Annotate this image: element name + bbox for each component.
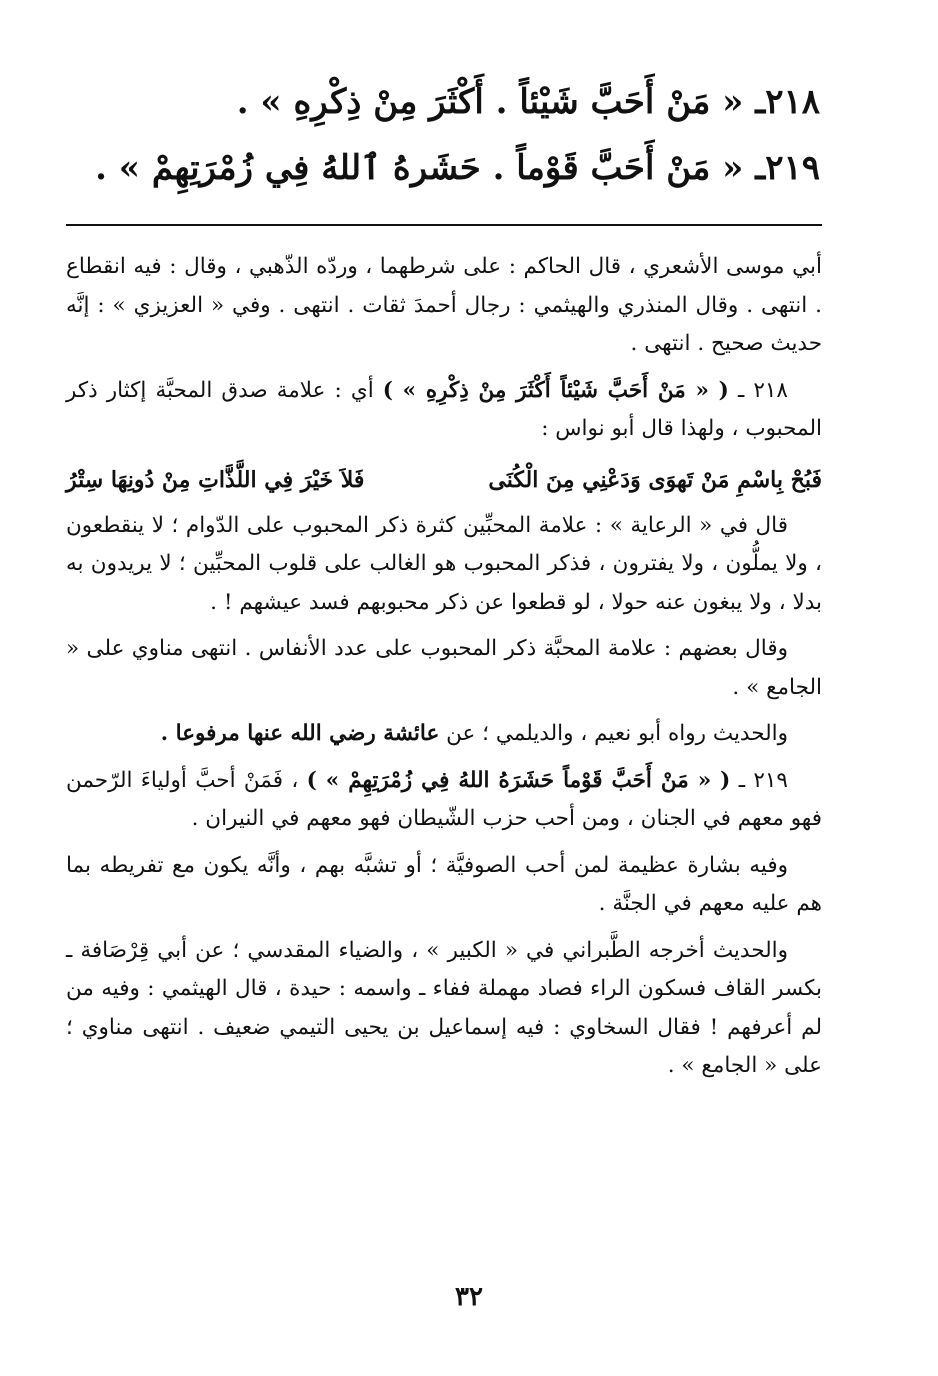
commentary-block xyxy=(66,248,822,1094)
paragraph-text: والحديث رواه أبو نعيم ، والديلمي ؛ عن xyxy=(446,721,788,746)
paragraph-number: ٢١٨ ـ xyxy=(737,377,788,403)
paragraph-text: ، فَمَنْ أحبَّ أولياءَ الرّحمن فهو معهم في الجنان ، ومن أحب حزب الشّيطان فهو معهم في النيران . xyxy=(66,767,822,831)
commentary-paragraph-4: وقال بعضهم : علامة المحبَّة ذكر المحبوب على عدد الأنفاس . انتهى مناوي على « الجامع » . xyxy=(66,636,822,700)
commentary-paragraph-218 xyxy=(66,372,822,449)
page-number: ٣٢ xyxy=(455,1282,483,1312)
verse-second-hemistich: فَلاَ خَيْرَ فِي اللَّذَّاتِ مِنْ دُونِهَا سِتْرُ xyxy=(66,466,365,493)
commentary-paragraph-3: قال في « الرعاية » : علامة المحبِّين كثرة ذكر المحبوب على الدّوام ؛ لا ينقطعون ، ولا يملُّون ، ولا يفترون ، فذكر المحبوب هو الغالب على قلوب المحبِّين ؛ لا يريدون به بدلا ، ولا يبغون عنه حولا ، لو قطعوا عن ذكر محبوبهم فسد عيشهم ! . xyxy=(66,512,822,615)
commentary-paragraph-8: والحديث أخرجه الطَّبراني في « الكبير » ، والضياء المقدسي ؛ عن أبي قِرْصَافة ـ بكسر القاف فسكون الراء فصاد مهملة ففاء ـ واسمه : حيدة ، قال الهيثمي : وفيه من لم أعرفهم ! فقال السخاوي : فيه إسماعيل بن يحيى التيمي ضعيف . انتهى مناوي ؛ على « الجامع » . xyxy=(66,937,822,1078)
commentary-paragraph-219 xyxy=(66,762,822,839)
hadith-quote: ( « مَنْ أَحَبَّ شَيْئاً أَكْثَرَ مِنْ ذِكْرِهِ » ) xyxy=(382,377,729,403)
hadith-219-heading: ٢١٩ـ « مَنْ أَحَبَّ قَوْماً . حَشَرهُ ٱللهُ فِي زُمْرَتِهِمْ » . xyxy=(95,148,820,188)
commentary-paragraph-5 xyxy=(66,715,822,754)
poetry-verse xyxy=(66,457,822,503)
verse-first-hemistich: فَبُحْ بِاسْمِ مَنْ تَهوَى وَدَعْنِي مِنَ الْكُنَى xyxy=(488,466,822,493)
paragraph-bold-text: عائشة رضي الله عنها مرفوعا . xyxy=(160,721,440,746)
commentary-paragraph-1: أبي موسى الأشعري ، قال الحاكم : على شرطهما ، وردّه الذّهبي ، وقال : فيه انقطاع . انتهى . وقال المنذري والهيثمي : رجال أحمدَ ثقات . انتهى . وفي « العزيزي » : إنَّه حديث صحيح . انتهى . xyxy=(66,254,822,356)
paragraph-number: ٢١٩ ـ xyxy=(738,767,788,793)
hadith-quote: ( « مَنْ أَحَبَّ قَوْماً حَشَرَهُ اللهُ فِي زُمْرَتِهِمْ » ) xyxy=(306,767,731,793)
hadith-218-heading: ٢١٨ـ « مَنْ أَحَبَّ شَيْئاً . أَكْثَرَ مِنْ ذِكْرِهِ » . xyxy=(236,82,820,122)
paragraph-text: أي : علامة صدق المحبَّة إكثار ذكر المحبوب ، ولهذا قال أبو نواس : xyxy=(66,377,822,441)
commentary-paragraph-7: وفيه بشارة عظيمة لمن أحب الصوفيَّة ؛ أو تشبَّه بهم ، وأنَّه يكون مع تفريطه بما هم عليه معهم في الجنَّة . xyxy=(66,852,822,916)
separator-rule xyxy=(66,224,822,226)
